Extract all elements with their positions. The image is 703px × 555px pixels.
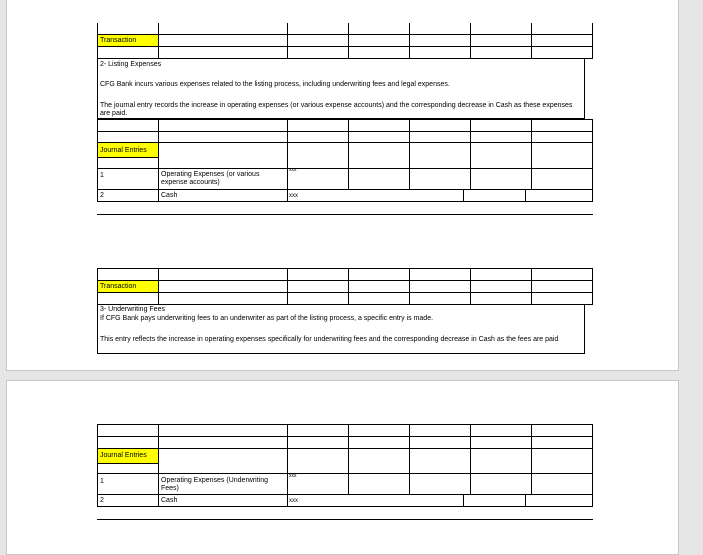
transaction-label: Transaction <box>100 37 137 44</box>
entry-number: 2 <box>100 497 104 504</box>
entry-account: Operating Expenses (Underwriting Fees) <box>161 477 268 492</box>
transaction-label: Transaction <box>100 283 137 290</box>
entry-number: 1 <box>100 172 104 179</box>
paragraph: The journal entry records the increase in operating expenses (or various expense accounts) and the corresponding decrease in Cash as these expenses are paid. <box>100 102 573 117</box>
document-page-2 <box>6 380 679 555</box>
entry-amount: xxx <box>289 193 298 199</box>
separator-line <box>97 519 593 520</box>
entry-account: Cash <box>161 497 178 504</box>
paragraph: CFG Bank incurs various expenses related to the listing process, including underwriting fees and legal expenses. <box>100 81 450 88</box>
paragraph: This entry reflects the increase in operating expenses specifically for underwriting fees and the corresponding decrease in Cash as the fees are paid <box>100 336 559 343</box>
section-title: 3- Underwriting Fees <box>100 306 165 313</box>
journal-entries-label: Journal Entries <box>100 452 147 459</box>
separator-line <box>97 214 593 215</box>
entry-amount: xxx <box>289 167 297 173</box>
entry-number: 1 <box>100 478 104 485</box>
entry-account: Cash <box>161 192 178 199</box>
section-title: 2- Listing Expenses <box>100 61 162 68</box>
document-page-1 <box>6 0 679 371</box>
paragraph: If CFG Bank pays underwriting fees to an underwriter as part of the listing process, a specific entry is made. <box>100 315 434 322</box>
underwriting-fees-textbox <box>97 304 585 354</box>
entry-account: Operating Expenses (or various expense accounts) <box>161 171 260 186</box>
entry-number: 2 <box>100 192 104 199</box>
entry-amount: xxx <box>289 473 297 479</box>
journal-entries-label: Journal Entries <box>100 147 147 154</box>
entry-amount: xxx <box>289 498 298 504</box>
